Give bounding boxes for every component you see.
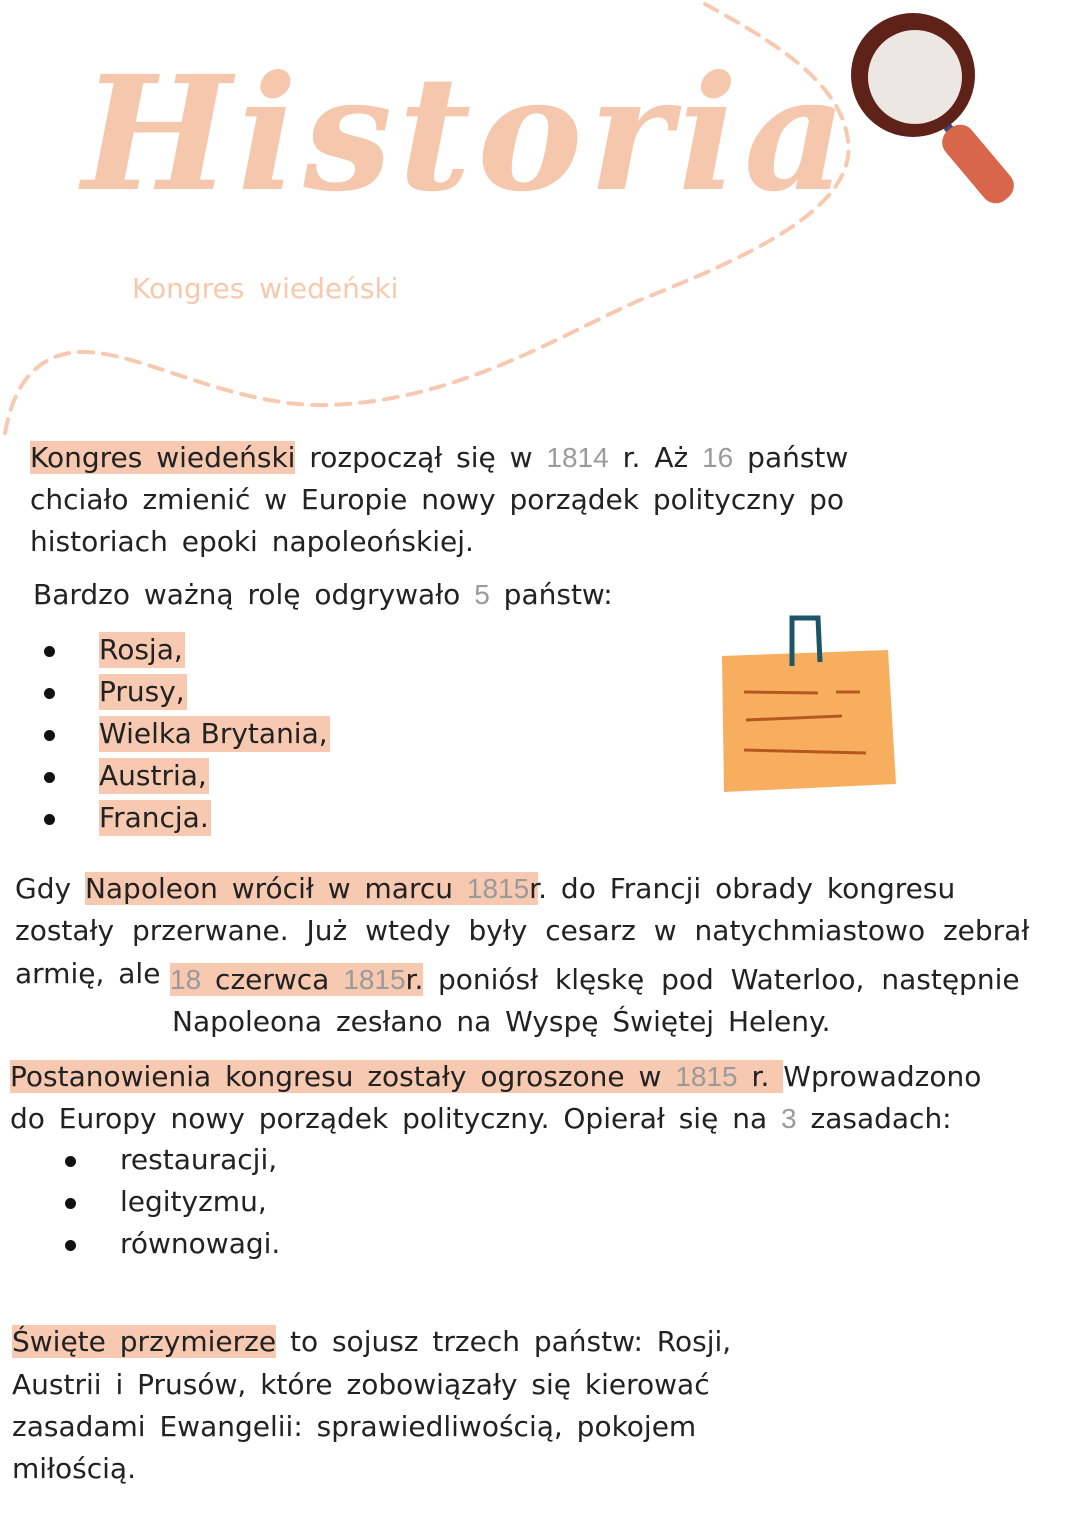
highlighted-term: Święte przymierze <box>12 1325 277 1358</box>
number: 1814 <box>546 442 609 473</box>
paragraph-line: chciało zmienić w Europie nowy porządek polityczny po <box>30 483 845 516</box>
bullet-icon <box>65 1156 76 1167</box>
paragraph-line: Kongres wiedeński rozpoczął się w 1814 r. Aż 16 państw <box>30 441 849 474</box>
list-item: restauracji, <box>120 1143 278 1176</box>
number: 1815 <box>675 1061 738 1092</box>
number: 1815 <box>343 964 406 995</box>
bullet-icon <box>65 1198 76 1209</box>
magnifying-glass-icon <box>835 5 1025 215</box>
list-item: równowagi. <box>120 1227 281 1260</box>
paragraph-line <box>170 961 423 999</box>
number: 3 <box>781 1103 797 1134</box>
highlighted-term: Napoleon wrócił w marcu 1815r <box>84 872 539 905</box>
paragraph-line: poniósł klęskę pod Waterloo, następnie <box>438 963 1020 996</box>
list-item: Wielka Brytania, <box>99 717 328 750</box>
number: 5 <box>474 579 490 610</box>
highlighted-term: 18 czerwca 1815r. <box>170 963 424 996</box>
paragraph-line: Postanowienia kongresu zostały ogroszone w 1815 r. Wprowadzono <box>10 1060 982 1093</box>
number: 16 <box>702 442 734 473</box>
list-item: legityzmu, <box>120 1185 267 1218</box>
paragraph-line: miłością. <box>12 1452 136 1485</box>
highlighted-term: Postanowienia kongresu zostały ogroszone w 1815 r. <box>10 1060 784 1093</box>
list-item: Austria, <box>99 759 207 792</box>
list-item: Francja. <box>99 801 209 834</box>
bullet-icon <box>65 1240 76 1251</box>
paragraph-line: Gdy Napoleon wrócił w marcu 1815r. do Francji obrady kongresu <box>15 872 956 905</box>
bullet-icon <box>44 688 55 699</box>
paragraph-line: armię, ale <box>15 957 161 990</box>
bullet-icon <box>44 730 55 741</box>
highlighted-term: Kongres wiedeński <box>30 441 296 474</box>
page-title: Historia <box>82 42 853 227</box>
bullet-icon <box>44 772 55 783</box>
paragraph-line: Bardzo ważną rolę odgrywało 5 państw: <box>33 578 613 611</box>
paragraph-line: Austrii i Prusów, które zobowiązały się kierować <box>12 1368 710 1401</box>
number: 1815 <box>466 873 530 904</box>
paragraph-line: Święte przymierze to sojusz trzech państw: Rosji, <box>12 1325 732 1358</box>
paragraph-line: do Europy nowy porządek polityczny. Opierał się na 3 zasadach: <box>10 1102 952 1135</box>
paragraph-line: zasadami Ewangelii: sprawiedliwością, pokojem <box>12 1410 697 1443</box>
paragraph-line: zostały przerwane. Już wtedy były cesarz w natychmiastowo zebrał <box>15 914 1030 947</box>
list-item: Rosja, <box>99 633 183 666</box>
bullet-icon <box>44 646 55 657</box>
bullet-icon <box>44 814 55 825</box>
number: 18 <box>170 964 202 995</box>
paragraph-line: historiach epoki napoleońskiej. <box>30 525 474 558</box>
list-item: Prusy, <box>99 675 185 708</box>
paragraph-line: Napoleona zesłano na Wyspę Świętej Heleny. <box>172 1005 831 1038</box>
page-subtitle: Kongres wiedeński <box>132 272 399 305</box>
sticky-note-icon <box>718 612 903 797</box>
